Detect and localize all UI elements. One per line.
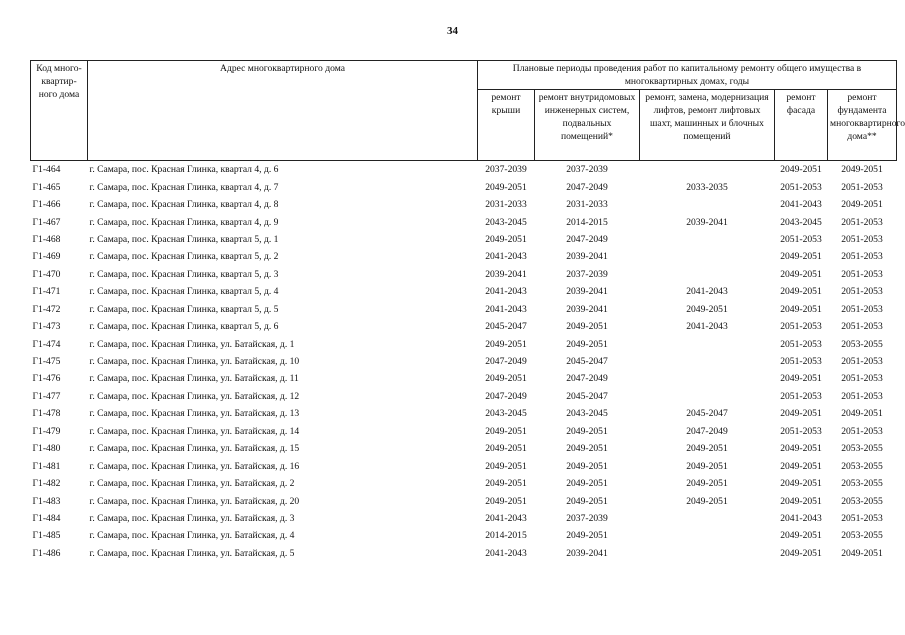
cell-lifts [640,266,775,283]
cell-facade: 2049-2051 [780,547,822,559]
table-row [31,370,897,387]
cell-foundation: 2051-2053 [841,181,883,193]
header-systems: ремонт внутридомовых инженерных систем, подвальных помещений* [535,90,640,161]
cell-code: Г1-469 [32,251,61,263]
cell-foundation: 2051-2053 [841,373,883,385]
cell-lifts [640,248,775,265]
cell-systems: 2037-2039 [566,268,608,280]
cell-systems: 2037-2039 [566,512,608,524]
cell-code: Г1-467 [32,216,61,228]
cell-systems: 2039-2041 [566,303,608,315]
cell-code: Г1-484 [32,512,61,524]
cell-facade: 2049-2051 [780,286,822,298]
cell-lifts: 2049-2051 [686,303,728,315]
cell-code: Г1-477 [32,390,61,402]
cell-lifts: 2049-2051 [686,478,728,490]
cell-code: Г1-464 [32,164,61,176]
cell-address: г. Самара, пос. Красная Глинка, ул. Батайская, д. 11 [89,373,299,385]
cell-foundation: 2051-2053 [841,356,883,368]
table-row [31,161,897,179]
table-row [31,457,897,474]
cell-systems: 2037-2039 [566,164,608,176]
cell-facade: 2051-2053 [780,338,822,350]
cell-address: г. Самара, пос. Красная Глинка, квартал 4, д. 9 [89,216,279,228]
cell-roof: 2049-2051 [485,181,527,193]
cell-lifts [640,353,775,370]
cell-roof: 2037-2039 [485,164,527,176]
cell-roof: 2049-2051 [485,233,527,245]
header-address: Адрес многоквартирного дома [88,61,478,161]
cell-roof: 2049-2051 [485,373,527,385]
cell-facade: 2051-2053 [780,233,822,245]
cell-lifts: 2045-2047 [686,408,728,420]
cell-address: г. Самара, пос. Красная Глинка, квартал 5, д. 3 [89,268,279,280]
cell-address: г. Самара, пос. Красная Глинка, ул. Батайская, д. 20 [89,495,300,507]
cell-facade: 2049-2051 [780,408,822,420]
cell-lifts: 2039-2041 [686,216,728,228]
cell-systems: 2049-2051 [566,321,608,333]
table-row [31,353,897,370]
cell-facade: 2049-2051 [780,495,822,507]
cell-address: г. Самара, пос. Красная Глинка, ул. Батайская, д. 3 [89,512,295,524]
cell-foundation: 2051-2053 [841,390,883,402]
cell-systems: 2049-2051 [566,443,608,455]
cell-foundation: 2051-2053 [841,303,883,315]
cell-address: г. Самара, пос. Красная Глинка, ул. Батайская, д. 1 [89,338,295,350]
cell-roof: 2049-2051 [485,443,527,455]
cell-foundation: 2051-2053 [841,512,883,524]
cell-lifts: 2049-2051 [686,460,728,472]
table-row [31,423,897,440]
header-foundation: ремонт фундамента многоквартирного дома** [828,90,897,161]
cell-foundation: 2049-2051 [841,164,883,176]
repair-schedule-table [30,60,905,562]
cell-address: г. Самара, пос. Красная Глинка, ул. Батайская, д. 13 [89,408,300,420]
table-body [31,161,897,563]
cell-lifts: 2049-2051 [686,495,728,507]
cell-address: г. Самара, пос. Красная Глинка, ул. Батайская, д. 16 [89,460,300,472]
header-facade: ремонт фасада [775,90,828,161]
header-lifts: ремонт, замена, модернизация лифтов, ремонт лифтовых шахт, машинных и блочных помещений [640,90,775,161]
cell-facade: 2051-2053 [780,356,822,368]
cell-facade: 2051-2053 [780,425,822,437]
table-row [31,213,897,230]
cell-foundation: 2051-2053 [841,268,883,280]
table-row [31,248,897,265]
cell-address: г. Самара, пос. Красная Глинка, ул. Батайская, д. 10 [89,356,300,368]
table-row [31,510,897,527]
table-header [31,61,905,161]
cell-code: Г1-472 [32,303,61,315]
cell-foundation: 2049-2051 [841,408,883,420]
cell-roof: 2045-2047 [485,321,527,333]
table-row [31,440,897,457]
cell-code: Г1-482 [32,478,61,490]
cell-foundation: 2053-2055 [841,530,883,542]
table-row [31,545,897,562]
cell-code: Г1-468 [32,233,61,245]
table-row [31,527,897,544]
cell-roof: 2047-2049 [485,390,527,402]
cell-facade: 2049-2051 [780,530,822,542]
cell-code: Г1-486 [32,547,61,559]
cell-systems: 2043-2045 [566,408,608,420]
cell-lifts [640,196,775,213]
cell-systems: 2031-2033 [566,199,608,211]
table-row [31,335,897,352]
cell-address: г. Самара, пос. Красная Глинка, ул. Батайская, д. 12 [89,390,300,402]
cell-lifts [640,527,775,544]
cell-code: Г1-470 [32,268,61,280]
cell-roof: 2043-2045 [485,216,527,228]
table-row [31,492,897,509]
cell-foundation: 2053-2055 [841,460,883,472]
cell-systems: 2047-2049 [566,181,608,193]
cell-systems: 2049-2051 [566,530,608,542]
cell-lifts [640,231,775,248]
cell-lifts: 2033-2035 [686,181,728,193]
cell-address: г. Самара, пос. Красная Глинка, ул. Батайская, д. 2 [89,478,295,490]
cell-facade: 2041-2043 [780,199,822,211]
cell-roof: 2049-2051 [485,338,527,350]
cell-address: г. Самара, пос. Красная Глинка, квартал 5, д. 6 [89,321,279,333]
cell-lifts [640,161,775,179]
cell-foundation: 2051-2053 [841,286,883,298]
cell-systems: 2045-2047 [566,356,608,368]
cell-roof: 2041-2043 [485,251,527,263]
cell-systems: 2047-2049 [566,233,608,245]
cell-facade: 2049-2051 [780,460,822,472]
cell-systems: 2049-2051 [566,460,608,472]
cell-systems: 2039-2041 [566,286,608,298]
table-row [31,388,897,405]
cell-lifts [640,335,775,352]
cell-address: г. Самара, пос. Красная Глинка, квартал 5, д. 4 [89,286,279,298]
cell-roof: 2041-2043 [485,286,527,298]
cell-address: г. Самара, пос. Красная Глинка, ул. Батайская, д. 15 [89,443,300,455]
cell-code: Г1-483 [32,495,61,507]
cell-address: г. Самара, пос. Красная Глинка, квартал 5, д. 1 [89,233,279,245]
cell-foundation: 2053-2055 [841,338,883,350]
cell-code: Г1-475 [32,356,61,368]
cell-facade: 2051-2053 [780,321,822,333]
cell-address: г. Самара, пос. Красная Глинка, квартал 5, д. 2 [89,251,279,263]
table-row [31,318,897,335]
cell-foundation: 2053-2055 [841,443,883,455]
cell-facade: 2049-2051 [780,443,822,455]
cell-roof: 2049-2051 [485,460,527,472]
table-row [31,231,897,248]
cell-address: г. Самара, пос. Красная Глинка, ул. Батайская, д. 14 [89,425,300,437]
table-row [31,178,897,195]
cell-foundation: 2051-2053 [841,251,883,263]
cell-lifts [640,370,775,387]
cell-facade: 2049-2051 [780,478,822,490]
cell-lifts: 2049-2051 [686,443,728,455]
cell-systems: 2049-2051 [566,338,608,350]
cell-lifts [640,545,775,562]
cell-code: Г1-474 [32,338,61,350]
cell-code: Г1-466 [32,199,61,211]
cell-facade: 2049-2051 [780,303,822,315]
cell-address: г. Самара, пос. Красная Глинка, ул. Батайская, д. 5 [89,547,295,559]
cell-code: Г1-478 [32,408,61,420]
cell-lifts: 2041-2043 [686,286,728,298]
cell-facade: 2043-2045 [780,216,822,228]
cell-systems: 2014-2015 [566,216,608,228]
cell-roof: 2049-2051 [485,425,527,437]
cell-systems: 2049-2051 [566,478,608,490]
cell-roof: 2049-2051 [485,478,527,490]
cell-roof: 2041-2043 [485,512,527,524]
cell-code: Г1-479 [32,425,61,437]
cell-foundation: 2051-2053 [841,233,883,245]
table-row [31,283,897,300]
cell-foundation: 2049-2051 [841,199,883,211]
header-code: Код много-квартир-ного дома [31,61,88,161]
page-number: 34 [447,25,458,37]
cell-lifts: 2041-2043 [686,321,728,333]
cell-facade: 2049-2051 [780,251,822,263]
cell-facade: 2049-2051 [780,373,822,385]
cell-code: Г1-476 [32,373,61,385]
header-periods: Плановые периоды проведения работ по капитальному ремонту общего имущества в многоквартирных домах, годы [478,61,897,90]
cell-roof: 2014-2015 [485,530,527,542]
header-roof: ремонт крыши [478,90,535,161]
cell-foundation: 2053-2055 [841,495,883,507]
table-row [31,196,897,213]
cell-lifts: 2047-2049 [686,425,728,437]
cell-facade: 2051-2053 [780,390,822,402]
cell-address: г. Самара, пос. Красная Глинка, квартал 4, д. 7 [89,181,279,193]
cell-systems: 2045-2047 [566,390,608,402]
cell-facade: 2049-2051 [780,164,822,176]
cell-facade: 2049-2051 [780,268,822,280]
cell-code: Г1-465 [32,181,61,193]
cell-facade: 2041-2043 [780,512,822,524]
cell-code: Г1-485 [32,530,61,542]
cell-lifts [640,388,775,405]
table-row [31,475,897,492]
cell-foundation: 2053-2055 [841,478,883,490]
table-row [31,405,897,422]
cell-code: Г1-481 [32,460,61,472]
cell-roof: 2041-2043 [485,303,527,315]
cell-systems: 2047-2049 [566,373,608,385]
cell-address: г. Самара, пос. Красная Глинка, квартал 5, д. 5 [89,303,279,315]
cell-foundation: 2051-2053 [841,425,883,437]
cell-address: г. Самара, пос. Красная Глинка, квартал 4, д. 8 [89,199,279,211]
table-row [31,301,897,318]
cell-systems: 2039-2041 [566,251,608,263]
cell-address: г. Самара, пос. Красная Глинка, квартал 4, д. 6 [89,164,279,176]
cell-foundation: 2051-2053 [841,216,883,228]
table-row [31,266,897,283]
cell-code: Г1-471 [32,286,61,298]
cell-facade: 2051-2053 [780,181,822,193]
cell-roof: 2047-2049 [485,356,527,368]
cell-lifts [640,510,775,527]
cell-address: г. Самара, пос. Красная Глинка, ул. Батайская, д. 4 [89,530,295,542]
cell-roof: 2043-2045 [485,408,527,420]
cell-systems: 2049-2051 [566,495,608,507]
cell-systems: 2049-2051 [566,425,608,437]
cell-code: Г1-473 [32,321,61,333]
cell-foundation: 2049-2051 [841,547,883,559]
cell-foundation: 2051-2053 [841,321,883,333]
cell-roof: 2049-2051 [485,495,527,507]
cell-roof: 2031-2033 [485,199,527,211]
cell-code: Г1-480 [32,443,61,455]
cell-roof: 2041-2043 [485,547,527,559]
cell-roof: 2039-2041 [485,268,527,280]
cell-systems: 2039-2041 [566,547,608,559]
